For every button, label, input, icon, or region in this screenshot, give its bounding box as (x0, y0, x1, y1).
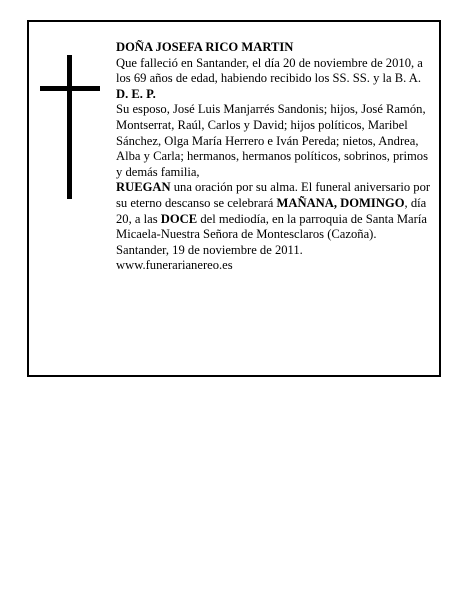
manana-domingo-text: MAÑANA, DOMINGO (276, 195, 405, 210)
family-list: Su esposo, José Luis Manjarrés Sandonis; hijos, José Ramón, Montserrat, Raúl, Carlos y David; hijos políticos, Maribel Sánchez, Olga María Herrero e Iván Pereda; nietos, Andrea, Alba y Carla; hermanos, hermanos políticos, sobrinos, primos y demás familia, (116, 102, 428, 179)
cross-vertical-bar (67, 55, 72, 199)
day-text: , día 20, a las (116, 195, 427, 226)
ruegan-text: RUEGAN (116, 180, 171, 195)
prayer-text: una oración por su alma. El funeral aniversario por su eterno descanso se celebrará (116, 180, 431, 210)
obituary-notice (27, 20, 441, 377)
doce-text: DOCE (160, 211, 198, 226)
funeral-details (116, 102, 434, 242)
notice-text (116, 40, 434, 274)
cross-horizontal-bar (40, 86, 100, 91)
service-location: del mediodía, en la parroquia de Santa María Micaela-Nuestra Señora de Montesclaros (Cazoña). (116, 211, 427, 242)
place-date: Santander, 19 de noviembre de 2011. (116, 242, 303, 257)
deceased-name: DOÑA JOSEFA RICO MARTIN (116, 40, 294, 54)
cross-icon (40, 55, 100, 199)
dep-line: D. E. P. (116, 86, 156, 101)
death-details: Que falleció en Santander, el día 20 de noviembre de 2010, a los 69 años de edad, habiendo recibido los SS. SS. y la B. A. (116, 55, 423, 86)
funeral-home-website: www.funerarianereo.es (116, 258, 233, 273)
